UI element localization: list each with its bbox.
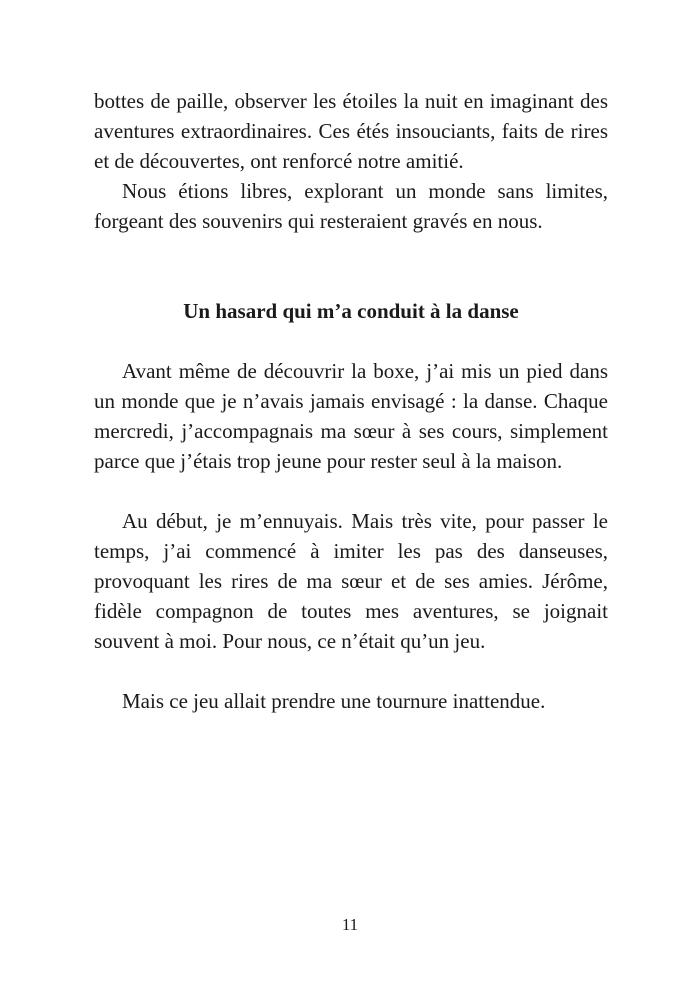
paragraph-spacer: [94, 656, 608, 686]
heading-spacer: [94, 326, 608, 356]
paragraph-free: Nous étions libres, explorant un monde sans limites, forgeant des souvenirs qui resteraient gravés en nous.: [94, 179, 608, 233]
section-heading: Un hasard qui m’a conduit à la danse: [183, 299, 519, 323]
paragraph-spacer: [94, 476, 608, 506]
paragraph-turn: Mais ce jeu allait prendre une tournure inattendue.: [122, 689, 546, 713]
continued-paragraph: bottes de paille, observer les étoiles la nuit en imaginant des aventures extraordinaires. Ces étés insouciants, faits de rires et de découvertes, ont renforcé notre amitié.: [94, 89, 608, 173]
section-spacer: [94, 236, 608, 296]
page-body: [94, 86, 608, 716]
page-number: 11: [341, 915, 359, 934]
paragraph-dance-intro: Avant même de découvrir la boxe, j’ai mis un pied dans un monde que je n’avais jamais envisagé : la danse. Chaque mercredi, j’accompagnais ma sœur à ses cours, simplement parce que j’étais trop jeune pour rester seul à la maison.: [94, 359, 608, 473]
paragraph-imitation: Au début, je m’ennuyais. Mais très vite, pour passer le temps, j’ai commencé à imiter les pas des danseuses, provoquant les rires de ma sœur et de ses amies. Jérôme, fidèle compagnon de toutes mes aventures, se joignait souvent à moi. Pour nous, ce n’était qu’un jeu.: [94, 509, 608, 653]
